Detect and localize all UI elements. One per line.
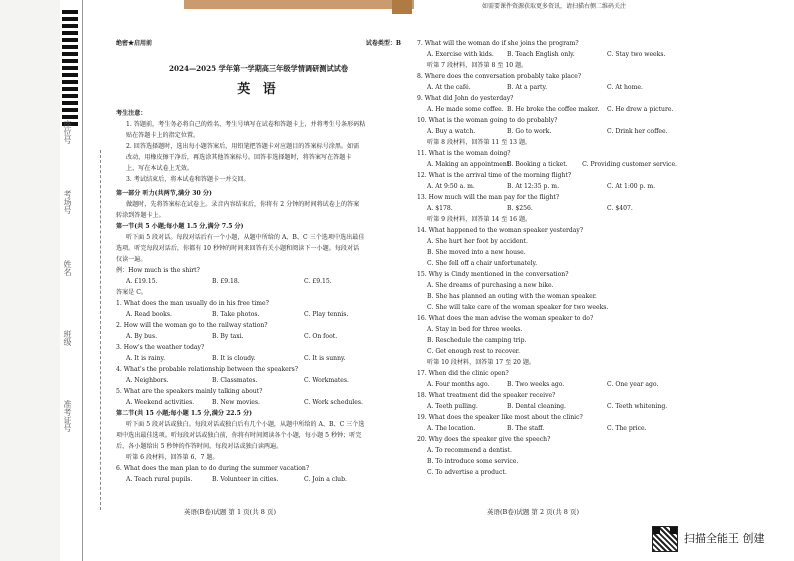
option-a: A. Teeth pulling. xyxy=(427,403,478,410)
binding-margin xyxy=(0,0,60,561)
option-a: A. Weekend activities. xyxy=(126,399,195,406)
material-label: 听第 8 段材料，回答第 11 至 13 题。 xyxy=(427,139,532,146)
option-b: B. At 12:35 p. m. xyxy=(507,183,560,190)
option-a: A. £19.15. xyxy=(126,278,158,285)
option-line: B. She moved into a new house. xyxy=(427,249,526,256)
section2-intro: 后，各小题给出 5 秒钟的作答时间。每段对话或独白读两遍。 xyxy=(116,443,283,450)
question: 20. Why does the speaker give the speech? xyxy=(417,436,551,443)
option-a: A. Read books. xyxy=(126,311,172,318)
page-footer-left: 英语(B卷)试题 第 1 页(共 8 页) xyxy=(184,508,277,516)
section1-heading: 第一节(共 5 小题;每小题 1.5 分,满分 7.5 分) xyxy=(116,223,244,230)
question-options xyxy=(116,397,401,408)
option-a: A. At the café. xyxy=(427,84,471,91)
option-a: A. Neighbors. xyxy=(126,377,169,384)
option-b: B. Take photos. xyxy=(212,311,260,318)
option-line: A. Stay in bed for three weeks. xyxy=(427,326,523,333)
question: 13. How much will the man pay for the flight? xyxy=(417,194,560,201)
option-a: A. It is rainy. xyxy=(126,355,166,362)
notice-item: 1. 答题前，考生务必将自己的姓名、考生号填写在试卷和答题卡上，并将考生号条形码粘 xyxy=(126,121,366,128)
notice-item: 贴在答题卡上的指定位置。 xyxy=(126,132,200,139)
option-b: B. It is cloudy. xyxy=(212,355,256,362)
notice-title: 考生注意： xyxy=(116,110,147,117)
question-options xyxy=(417,203,677,214)
option-a: A. Exercise with kids. xyxy=(427,51,494,58)
option-c: C. Providing customer service. xyxy=(582,161,677,168)
question-options xyxy=(417,423,677,434)
option-line: B. To introduce some service. xyxy=(427,458,519,465)
question: 2. How will the woman go to the railway station? xyxy=(116,322,268,329)
option-c: C. It is sunny. xyxy=(304,355,346,362)
material-label: 听第 6 段材料，回答第 6、7 题。 xyxy=(126,454,219,461)
example-options xyxy=(116,276,401,287)
option-line: A. She dreams of purchasing a new bike. xyxy=(427,282,554,289)
option-a: A. Making an appointment. xyxy=(427,161,512,168)
page-footer-right: 英语(B卷)试题 第 2 页(共 8 页) xyxy=(487,508,580,516)
question: 17. When did the clinic open? xyxy=(417,370,509,377)
option-line: B. She has planned an outing with the woman speaker. xyxy=(427,293,597,300)
question: 19. What does the speaker like most about the clinic? xyxy=(417,414,583,421)
page-right xyxy=(417,38,677,478)
notice-item: 3. 考试结束后，将本试卷和答题卡一并交回。 xyxy=(126,176,250,183)
question: 18. What treatment did the speaker receive? xyxy=(417,392,556,399)
question-options xyxy=(417,49,677,60)
margin-label: 班级 xyxy=(63,330,72,346)
example-answer: 答案是 C。 xyxy=(116,289,147,296)
option-line: C. Get enough rest to recover. xyxy=(427,348,520,355)
notice-item: 改动，用橡皮擦干净后，再选涂其他答案标号。回答非选择题时，将答案写在答题卡 xyxy=(126,154,352,161)
question-options xyxy=(116,474,401,485)
margin-label: 准考证号 xyxy=(63,400,72,432)
option-line: A. She hurt her foot by accident. xyxy=(427,238,528,245)
section1-intro: 听下面 5 段对话。每段对话后有一个小题，从题中所给的 A、B、C 三个选项中选出最佳 xyxy=(126,234,365,241)
option-b: B. New movies. xyxy=(212,399,260,406)
question: 4. What's the probable relationship between the speakers? xyxy=(116,366,299,373)
question: 10. What is the woman going to do probably? xyxy=(417,117,558,124)
paper-type: 试卷类型：B xyxy=(365,40,401,47)
section2-intro: 听下面 5 段对话或独白。每段对话或独白后有几个小题，从题中所给的 A、B、C 三个选 xyxy=(126,421,365,428)
option-b: B. Teach English only. xyxy=(507,51,575,58)
option-c: C. The price. xyxy=(607,425,647,432)
header-row xyxy=(116,38,401,49)
question: 9. What did John do yesterday? xyxy=(417,95,514,102)
option-b: B. Go to work. xyxy=(507,128,552,135)
question: 16. What does the man advise the woman speaker to do? xyxy=(417,315,594,322)
question: 14. What happened to the woman speaker yesterday? xyxy=(417,227,584,234)
option-line: B. Reschedule the camping trip. xyxy=(427,337,527,344)
question-options xyxy=(417,159,677,170)
barcode-strip xyxy=(62,10,78,128)
material-label: 听第 7 段材料，回答第 8 至 10 题。 xyxy=(427,62,528,69)
option-a: A. At 9:50 a. m. xyxy=(427,183,475,190)
option-c: C. £9.15. xyxy=(304,278,332,285)
exam-title: 2024—2025 学年第一学期高三年级学情调研测试试卷 xyxy=(168,64,349,73)
question-options xyxy=(417,104,677,115)
option-line: A. To recommend a dentist. xyxy=(427,447,512,454)
question-options xyxy=(417,126,677,137)
exam-paper xyxy=(112,30,677,520)
secret-label: 绝密★启用前 xyxy=(116,40,153,47)
option-c: C. Join a club. xyxy=(304,476,347,483)
part1-intro: 转涂到答题卡上。 xyxy=(116,212,165,219)
question-options xyxy=(417,82,677,93)
binding-line xyxy=(82,0,83,561)
option-a: A. Four months ago. xyxy=(427,381,490,388)
option-line: C. To advertise a product. xyxy=(427,469,507,476)
question-options xyxy=(116,331,401,342)
option-a: A. $178. xyxy=(427,205,453,212)
question: 7. What will the woman do if she joins the program? xyxy=(417,40,579,47)
option-c: C. Work schedules. xyxy=(304,399,363,406)
option-a: A. He made some coffee. xyxy=(427,106,504,113)
material-label: 听第 9 段材料，回答第 14 至 16 题。 xyxy=(427,216,532,223)
question-options xyxy=(116,375,401,386)
section2-heading: 第二节(共 15 小题;每小题 1.5 分,满分 22.5 分) xyxy=(116,410,253,417)
option-b: B. £9.18. xyxy=(212,278,240,285)
option-c: C. Teeth whitening. xyxy=(607,403,668,410)
scanner-watermark: 扫描全能王 创建 xyxy=(684,532,765,545)
left-question-list xyxy=(116,298,401,408)
question: 6. What does the man plan to do during the summer vacation? xyxy=(116,465,310,472)
option-line: C. She will take care of the woman speaker for two weeks. xyxy=(427,304,609,311)
option-b: B. At a party. xyxy=(507,84,548,91)
option-b: B. Booking a ticket. xyxy=(507,161,568,168)
question: 11. What is the woman doing? xyxy=(417,150,511,157)
part1-intro: 做题时，先将答案标在试卷上。录音内容结束后，你将有 2 分钟的时间将试卷上的答案 xyxy=(126,201,360,208)
option-a: A. Teach rural pupils. xyxy=(126,476,193,483)
question-options xyxy=(417,401,677,412)
option-c: C. He drew a picture. xyxy=(607,106,674,113)
question: 15. Why is Cindy mentioned in the conversation? xyxy=(417,271,569,278)
question: 5. What are the speakers mainly talking about? xyxy=(116,388,263,395)
section1-intro: 选项。听完每段对话后，你都有 10 秒钟的时间来回答有关小题和阅读下一小题。每段对话 xyxy=(116,245,360,252)
question: 3. How's the weather today? xyxy=(116,344,205,351)
notice-item: 2. 回答选择题时，选出每小题答案后，用铅笔把答题卡对应题目的答案标号涂黑。如需 xyxy=(126,143,360,150)
notice-item: 上，写在本试卷上无效。 xyxy=(126,165,194,172)
option-c: C. Play tennis. xyxy=(304,311,349,318)
section2-intro: 项中选出最佳选项。听每段对话或独白前，你将有时间阅读各个小题，每小题 5 秒钟；听完 xyxy=(116,432,362,439)
page-left xyxy=(116,38,401,485)
cut-line xyxy=(100,150,101,510)
option-c: C. One year ago. xyxy=(607,381,659,388)
option-c: C. Stay two weeks. xyxy=(607,51,666,58)
option-b: B. $256. xyxy=(507,205,533,212)
option-c: C. At 1:00 p. m. xyxy=(607,183,656,190)
section1-intro: 仅读一遍。 xyxy=(116,256,147,263)
option-a: A. By bus. xyxy=(126,333,158,340)
top-decoration-accent xyxy=(392,0,412,14)
subject-title: 英 语 xyxy=(237,82,280,97)
option-b: B. He broke the coffee maker. xyxy=(507,106,600,113)
option-b: B. Classmates. xyxy=(212,377,258,384)
option-b: B. The staff. xyxy=(507,425,545,432)
example-question: 例：How much is the shirt? xyxy=(116,267,200,274)
margin-label: 座位号 xyxy=(63,120,72,144)
option-c: C. At home. xyxy=(607,84,643,91)
option-line: C. She fell off a chair unfortunately. xyxy=(427,260,538,267)
top-notice: 如需要课件资源获取更多资讯，请扫描右侧二维码关注 xyxy=(482,3,627,10)
option-c: C. Workmates. xyxy=(304,377,349,384)
margin-label: 姓名 xyxy=(63,260,72,276)
right-question-list xyxy=(417,38,677,478)
part1-heading: 第一部分 听力(共两节,满分 30 分) xyxy=(116,190,212,197)
option-b: B. By taxi. xyxy=(212,333,244,340)
option-c: C. $407. xyxy=(607,205,633,212)
option-a: A. Buy a watch. xyxy=(427,128,476,135)
option-b: B. Dental cleaning. xyxy=(507,403,566,410)
margin-label: 考场号 xyxy=(63,190,72,214)
top-decoration xyxy=(184,0,414,9)
material-label: 听第 10 段材料，回答第 17 至 20 题。 xyxy=(427,359,536,366)
option-a: A. The location. xyxy=(427,425,476,432)
question: 12. What is the arrival time of the morning flight? xyxy=(417,172,572,179)
qr-code-icon xyxy=(652,526,678,552)
question: 8. Where does the conversation probably take place? xyxy=(417,73,582,80)
question-options xyxy=(417,181,677,192)
option-c: C. Drink her coffee. xyxy=(607,128,668,135)
question: 1. What does the man usually do in his free time? xyxy=(116,300,269,307)
question-options xyxy=(417,379,677,390)
question-options xyxy=(116,309,401,320)
option-b: B. Two weeks ago. xyxy=(507,381,565,388)
question-options xyxy=(116,353,401,364)
option-c: C. On foot. xyxy=(304,333,338,340)
option-b: B. Volunteer in cities. xyxy=(212,476,279,483)
